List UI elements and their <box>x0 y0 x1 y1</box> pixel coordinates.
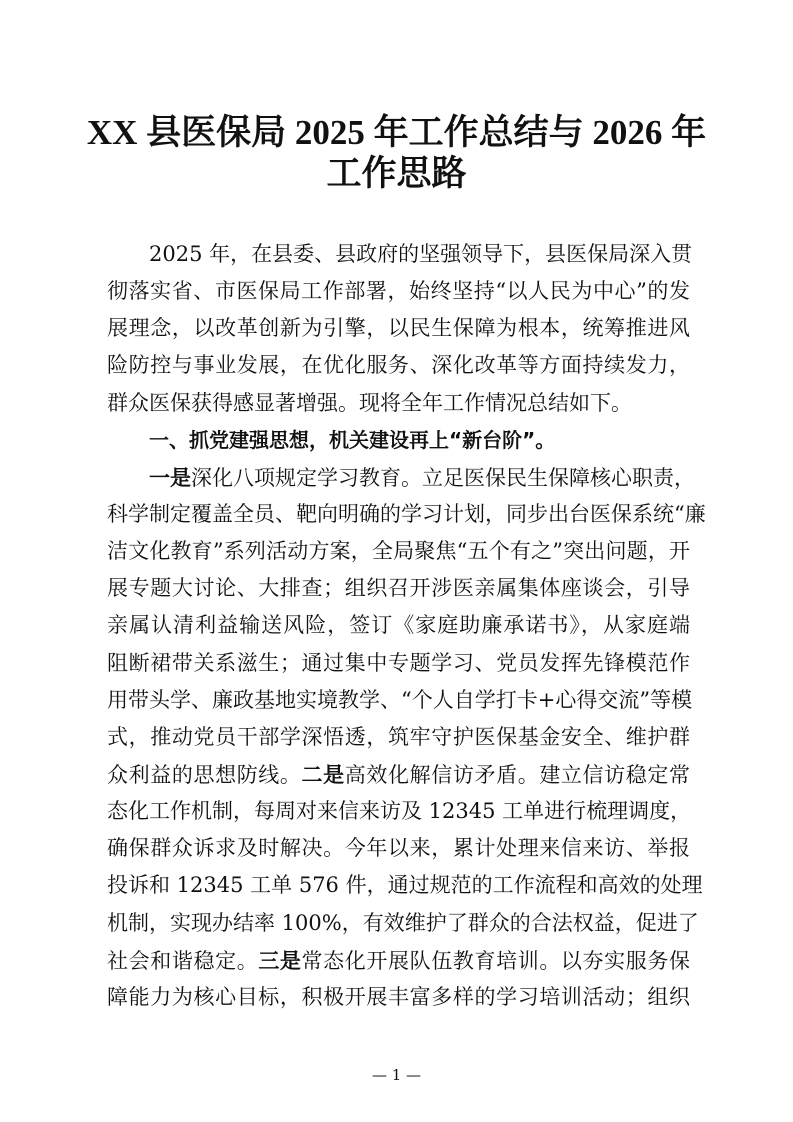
text-segment: 险防控与事业发展，在优化服务、深化改革等方面持续发力， <box>107 353 690 378</box>
text-segment: 高效化解信访矛盾。建立信访稳定常 <box>344 762 691 787</box>
text-segment: 群众医保获得感显著增强。现将全年工作情况总结如下。 <box>107 390 632 415</box>
page-number: — 1 — <box>371 1066 422 1084</box>
text-line <box>107 607 690 644</box>
text-line <box>107 719 690 756</box>
document-body <box>107 236 706 1016</box>
text-line <box>107 459 695 496</box>
text-segment: 态化工作机制，每周对来信来访及 12345 工单进行梳理调度， <box>107 799 692 824</box>
text-line <box>107 979 690 1016</box>
text-segment: 一、抓党建强思想，机关建设再上“新台阶”。 <box>149 427 556 452</box>
text-segment: 众利益的思想防线。 <box>107 762 302 787</box>
text-segment: 彻落实省、市医保局工作部署，始终坚持“以人民为中心”的发 <box>107 279 690 304</box>
text-segment: 障能力为核心目标，积极开展丰富多样的学习培训活动；组织 <box>107 984 690 1009</box>
text-line <box>107 756 690 793</box>
text-line <box>107 830 690 867</box>
text-segment: 亲属认清利益输送风险，签订《家庭助廉承诺书》，从家庭端 <box>107 613 690 638</box>
text-line <box>107 645 690 682</box>
text-line <box>107 570 690 607</box>
text-line <box>107 793 690 830</box>
text-segment: 洁文化教育”系列活动方案，全局聚焦“五个有之”突出问题，开 <box>107 539 690 564</box>
text-line <box>107 385 690 422</box>
text-line <box>107 310 690 347</box>
text-segment: 展理念，以改革创新为引擎，以民生保障为根本，统筹推进风 <box>107 316 690 341</box>
text-line <box>107 867 703 904</box>
text-segment: 科学制定覆盖全员、靶向明确的学习计划，同步出台医保系统“廉 <box>107 501 706 526</box>
text-line <box>107 942 690 979</box>
bold-lead-in: 一是 <box>149 464 191 490</box>
text-segment: 用带头学、廉政基地实境教学、“个人自学打卡+心得交流”等模 <box>107 687 693 712</box>
text-segment: 常态化开展队伍教育培训。以夯实服务保 <box>301 948 691 973</box>
section-heading <box>107 422 690 459</box>
text-line <box>107 273 690 310</box>
text-segment: 阻断裙带关系滋生；通过集中专题学习、党员发挥先锋模范作 <box>107 650 690 675</box>
text-segment: 展专题大讨论、大排查；组织召开涉医亲属集体座谈会，引导 <box>107 576 690 601</box>
bold-lead-in: 三是 <box>258 947 302 973</box>
text-segment: 深化八项规定学习教育。立足医保民生保障核心职责， <box>191 465 695 490</box>
document-title-line-2: 工作思路 <box>326 154 467 193</box>
text-line <box>107 347 690 384</box>
text-line <box>107 496 706 533</box>
text-segment: 社会和谐稳定。 <box>107 948 259 973</box>
text-line <box>107 236 693 273</box>
text-line <box>107 533 690 570</box>
bold-lead-in: 二是 <box>301 761 345 787</box>
text-segment: 式，推动党员干部学深悟透，筑牢守护医保基金安全、维护群 <box>107 724 690 749</box>
document-title-line-1: XX 县医保局 2025 年工作总结与 2026 年 <box>86 113 707 152</box>
text-segment: 确保群众诉求及时解决。今年以来，累计处理来信来访、举报 <box>107 836 690 861</box>
text-segment: 机制，实现办结率 100%，有效维护了群众的合法权益，促进了 <box>107 910 699 935</box>
text-segment: 投诉和 12345 工单 576 件，通过规范的工作流程和高效的处理 <box>107 873 703 898</box>
text-line <box>107 905 699 942</box>
text-segment: 2025 年，在县委、县政府的坚强领导下，县医保局深入贯 <box>149 242 693 266</box>
text-line <box>107 682 693 719</box>
